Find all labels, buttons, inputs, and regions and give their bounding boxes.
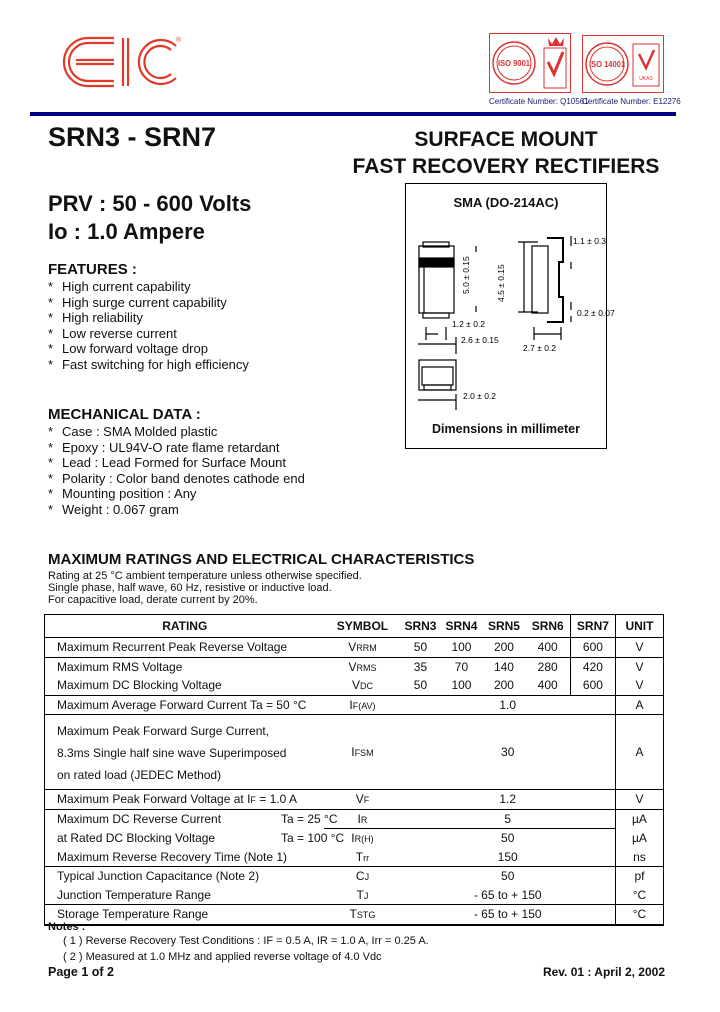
symbol: I xyxy=(351,831,355,846)
symbol: V xyxy=(351,678,360,693)
symbol-subscript: rr xyxy=(363,852,370,863)
eic-logo-graphic xyxy=(66,34,186,90)
symbol: V xyxy=(348,640,357,655)
table-row xyxy=(45,886,664,905)
list-item: * High surge current capability xyxy=(48,294,227,310)
dim-width: 2.6 ± 0.15 xyxy=(461,335,499,345)
subtitle-line-1: SURFACE MOUNT xyxy=(414,128,598,151)
unit-cell: V xyxy=(615,676,663,695)
table-row xyxy=(45,809,664,829)
list-item: * Lead : Lead Formed for Surface Mount xyxy=(48,455,287,471)
symbol: I xyxy=(351,745,355,759)
table-row xyxy=(45,695,664,715)
rating-text: Maximum RMS Voltage xyxy=(57,659,183,674)
list-item: * High current capability xyxy=(48,279,191,294)
unit-cell: A xyxy=(615,715,663,790)
dim-bottom: 2.0 ± 0.2 xyxy=(463,391,497,401)
symbol: I xyxy=(357,811,361,826)
symbol-cell xyxy=(324,695,400,715)
page-title: SRN3 - SRN7 xyxy=(48,122,217,152)
symbol-cell xyxy=(324,715,400,790)
header-rule xyxy=(30,112,676,116)
features-list xyxy=(48,279,249,373)
unit-cell: µA xyxy=(615,809,663,829)
dim-side-height: 4.5 ± 0.15 xyxy=(496,264,506,302)
registered-mark: ® xyxy=(176,37,182,44)
package-name: SMA (DO-214AC) xyxy=(453,195,559,210)
column-header: SRN7 xyxy=(570,615,615,638)
symbol-cell xyxy=(324,848,400,867)
list-item: * Weight : 0.067 gram xyxy=(48,501,179,517)
symbol-cell xyxy=(324,638,400,658)
symbol-subscript: DC xyxy=(359,681,373,692)
table-header xyxy=(45,615,664,638)
features-heading: FEATURES : xyxy=(48,261,137,278)
rating-cell xyxy=(45,867,325,886)
rating-condition: Ta = 25 °C xyxy=(281,812,338,826)
cert-number-2: Certificate Number: E12276 xyxy=(582,97,681,106)
symbol: T xyxy=(349,907,357,922)
symbol-subscript: STG xyxy=(356,910,376,921)
list-item: * Case : SMA Molded plastic xyxy=(48,424,218,439)
unit-cell: V xyxy=(615,790,663,810)
dim-band: 1.2 ± 0.2 xyxy=(452,319,486,329)
unit-cell: V xyxy=(615,638,663,658)
value-cell: 150 xyxy=(497,849,518,864)
table-row xyxy=(45,638,664,658)
condition-line: Rating at 25 °C ambient temperature unless otherwise specified. xyxy=(48,570,362,582)
value-srn4: 100 xyxy=(440,638,482,658)
value-cell: 50 xyxy=(400,867,615,886)
subtitle-line-2: FAST RECOVERY RECTIFIERS xyxy=(352,155,660,178)
rating-text: Maximum DC Blocking Voltage xyxy=(57,678,222,693)
value-srn3: 50 xyxy=(400,638,440,658)
page-number: Page 1 of 2 xyxy=(48,965,114,979)
mechanical-heading: MECHANICAL DATA : xyxy=(48,406,201,423)
io-rating: Io : 1.0 Ampere xyxy=(48,219,205,244)
condition-line: For capacitive load, derate current by 20%. xyxy=(48,594,258,606)
column-header: UNIT xyxy=(615,615,663,638)
iso14001-cert xyxy=(582,35,664,93)
rating-text: Maximum Recurrent Peak Reverse Voltage xyxy=(57,640,288,655)
symbol-cell xyxy=(324,790,400,810)
prv-rating: PRV : 50 - 600 Volts xyxy=(48,191,252,216)
rating-cell xyxy=(45,695,325,715)
unit-cell: pf xyxy=(615,867,663,886)
list-item: * Fast switching for high efficiency xyxy=(48,356,249,372)
column-header: SRN6 xyxy=(531,619,564,633)
list-item: * Epoxy : UL94V-O rate flame retardant xyxy=(48,439,280,455)
value-srn6: 400 xyxy=(537,678,558,693)
column-header: SRN5 xyxy=(487,619,520,633)
ratings-table xyxy=(44,614,664,926)
column-header: SRN4 xyxy=(445,619,478,633)
table-row xyxy=(45,715,664,790)
rating-conditions xyxy=(48,570,362,606)
rating-cell xyxy=(45,905,325,925)
table-row xyxy=(45,676,664,695)
rating-cell xyxy=(45,848,325,867)
ratings-heading: MAXIMUM RATINGS AND ELECTRICAL CHARACTERISTICS xyxy=(48,551,475,568)
value-srn5: 140 xyxy=(482,657,525,676)
list-item: * High reliability xyxy=(48,310,143,326)
iso-seal-icon xyxy=(583,36,663,92)
symbol: T xyxy=(356,887,364,902)
rating-text: Maximum Peak Forward Surge Current, xyxy=(57,724,270,738)
value-srn5: 200 xyxy=(493,678,514,693)
value-cell: - 65 to + 150 xyxy=(473,887,542,902)
symbol-cell xyxy=(324,867,400,886)
package-outline-diagram xyxy=(406,224,615,414)
iso9001-label: ISO 9001 xyxy=(498,59,531,68)
rating-text: Storage Temperature Range xyxy=(57,907,209,922)
value-srn6: 280 xyxy=(525,657,570,676)
value-srn4: 100 xyxy=(451,678,472,693)
dim-lead-thickness: 0.2 ± 0.07 xyxy=(577,308,615,318)
value-srn6: 400 xyxy=(525,638,570,658)
rating-text: Maximum Average Forward Current Ta = 50 °C xyxy=(57,697,307,712)
cert-number-1: Certificate Number: Q10561 xyxy=(489,97,589,106)
table-row xyxy=(45,657,664,676)
unit-cell: µA xyxy=(615,829,663,848)
value-cell: 1.0 xyxy=(400,695,615,715)
table-row xyxy=(45,905,664,925)
rating-text-line: 8.3ms Single half sine wave Superimposed xyxy=(57,746,287,760)
rating-cell xyxy=(45,809,338,829)
rating-text: Maximum Peak Forward Voltage at I xyxy=(57,792,251,807)
svg-text:UKAS: UKAS xyxy=(639,76,653,82)
rating-cell xyxy=(45,676,325,695)
column-header: RATING xyxy=(162,619,208,633)
symbol-subscript: R(H) xyxy=(354,834,374,845)
rating-cell xyxy=(45,657,325,676)
unit-cell: °C xyxy=(615,886,663,905)
note-2: ( 2 ) Measured at 1.0 MHz and applied reverse voltage of 4.0 Vdc xyxy=(63,951,382,963)
unit-cell: °C xyxy=(615,905,663,925)
symbol: V xyxy=(355,792,364,807)
value-cell: 5 xyxy=(400,809,615,829)
package-caption: Dimensions in millimeter xyxy=(432,422,580,436)
rating-text: Junction Temperature Range xyxy=(57,887,211,902)
symbol-cell xyxy=(324,657,400,676)
mechanical-list xyxy=(48,424,305,518)
symbol-subscript: F(AV) xyxy=(352,700,376,711)
symbol: V xyxy=(348,659,357,674)
value-cell: 1.2 xyxy=(400,790,615,810)
list-item: * Mounting position : Any xyxy=(48,486,197,502)
rating-cell xyxy=(45,638,325,658)
dim-lead-top: 1.1 ± 0.3 xyxy=(573,236,607,246)
condition-line: Single phase, half wave, 60 Hz, resistive or inductive load. xyxy=(48,582,332,594)
notes-heading: Notes : xyxy=(48,921,86,933)
rating-cell xyxy=(45,715,325,790)
rating-text: Typical Junction Capacitance (Note 2) xyxy=(57,869,260,884)
value-srn3: 50 xyxy=(413,678,428,693)
symbol: I xyxy=(349,697,353,712)
value-srn5: 200 xyxy=(482,638,525,658)
symbol: C xyxy=(355,869,365,884)
iso14001-label: ISO 14001 xyxy=(589,60,626,69)
note-1: ( 1 ) Reverse Recovery Test Conditions : IF = 0.5 A, IR = 1.0 A, Irr = 0.25 A. xyxy=(63,935,429,947)
symbol-subscript: RMS xyxy=(356,662,377,673)
dim-length: 5.0 ± 0.15 xyxy=(461,256,471,294)
iso9001-cert xyxy=(489,33,571,93)
unit-cell: V xyxy=(615,657,663,676)
revision-date: Rev. 01 : April 2, 2002 xyxy=(542,965,665,979)
symbol-subscript: RRM xyxy=(356,643,377,654)
table-row xyxy=(45,829,664,848)
column-header: SRN3 xyxy=(404,619,437,633)
value-srn7: 420 xyxy=(570,657,615,676)
symbol: T xyxy=(355,849,364,864)
symbol-subscript: F xyxy=(363,795,370,806)
list-item: * Polarity : Color band denotes cathode end xyxy=(48,470,305,486)
rating-subscript: F xyxy=(250,795,256,806)
value-srn4: 70 xyxy=(440,657,482,676)
rating-text: Maximum Reverse Recovery Time (Note 1) xyxy=(57,849,288,864)
rating-text-line: on rated load (JEDEC Method) xyxy=(57,768,222,782)
value-srn7: 600 xyxy=(570,638,615,658)
symbol-cell xyxy=(324,676,400,695)
symbol-subscript: R xyxy=(360,814,368,825)
rating-cell xyxy=(45,790,325,810)
table-row xyxy=(45,848,664,867)
table-row xyxy=(45,790,664,810)
symbol-subscript: FSM xyxy=(354,748,374,758)
rating-cell xyxy=(45,829,345,848)
list-item: * Low forward voltage drop xyxy=(48,341,208,357)
rating-condition: Ta = 100 °C xyxy=(281,831,345,845)
rating-cell xyxy=(45,886,325,905)
symbol-cell xyxy=(324,905,400,925)
symbol-cell xyxy=(324,886,400,905)
eic-logo xyxy=(66,34,186,90)
dim-side-width: 2.7 ± 0.2 xyxy=(523,343,557,353)
column-header: SYMBOL xyxy=(336,619,389,633)
value-cell: 30 xyxy=(400,715,615,790)
symbol-subscript: J xyxy=(364,872,370,883)
iso-seal-icon xyxy=(490,34,570,92)
value-cell: 50 xyxy=(400,829,615,848)
rating-text: Maximum DC Reverse Current xyxy=(57,812,222,826)
rating-text: at Rated DC Blocking Voltage xyxy=(57,831,216,845)
package-drawing-box xyxy=(405,183,615,449)
symbol-subscript: J xyxy=(363,890,369,901)
value-cell: - 65 to + 150 xyxy=(400,905,615,925)
value-srn7: 600 xyxy=(570,676,615,695)
unit-cell: A xyxy=(615,695,663,715)
list-item: * Low reverse current xyxy=(48,325,177,341)
value-srn3: 35 xyxy=(400,657,440,676)
unit-cell: ns xyxy=(615,848,663,867)
rating-tail: = 1.0 A xyxy=(255,792,297,807)
table-row xyxy=(45,867,664,886)
